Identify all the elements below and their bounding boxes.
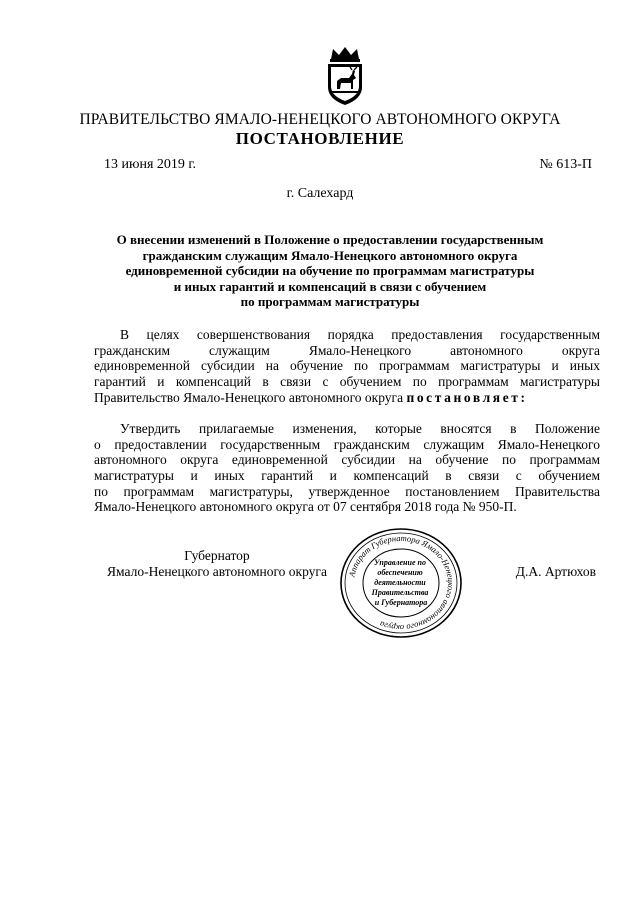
paragraph-line: В целях совершенствования порядка предоставления государственным [120,327,600,342]
preamble-paragraph [94,327,600,405]
document-number: № 613-П [539,157,592,172]
government-title: ПРАВИТЕЛЬСТВО ЯМАЛО-НЕНЕЦКОГО АВТОНОМНОГО ОКРУГА [79,111,561,128]
signatory-title [94,548,340,580]
decree-word: постановляет: [406,389,528,405]
document-date: 13 июня 2019 г. [104,157,197,172]
stamp-center-line: деятельности [374,578,426,587]
subject-line: единовременной субсидии на обучение по программам магистратуры [125,263,535,279]
signatory-name: Д.А. Артюхов [515,564,596,579]
paragraph-line: о предоставлении государственным гражданским служащим Ямало-Ненецкого [94,436,600,452]
document-type: ПОСТАНОВЛЕНИЕ [235,129,405,148]
stamp-ring-text: Аппарат Губернатора Ямало-Ненецкого автономного округа [346,532,457,634]
paragraph-line: автономного округа единовременной субсидии на обучение по программам [94,452,600,468]
svg-text:Управление по обеспечени [371,558,431,607]
stamp-center-line: обеспечению [377,568,423,577]
paragraph-line: гражданским служащим Ямало-Ненецкого автономного округа [94,342,600,358]
subject-line: гражданским служащим Ямало-Ненецкого автономного округа [142,247,518,263]
subject-line: О внесении изменений в Положение о предоставлении государственным [116,232,544,247]
stamp-center-line: Управление по [374,558,426,567]
official-seal-stamp [338,527,464,639]
decision-paragraph [94,421,600,515]
stamp-center-line: и Губернатора [374,598,428,607]
paragraph-line: Ямало-Ненецкого автономного округа от 07 сентября 2018 года № 950-П. [94,499,517,515]
signatory-title-line: Губернатор [184,548,250,563]
paragraph-line: Утвердить прилагаемые изменения, которые вносятся в Положение [120,421,600,436]
paragraph-line: единовременной субсидии на обучение по программам магистратуры и иных [94,358,600,374]
document-city: г. Салехард [286,186,354,201]
subject-line: по программам магистратуры [240,294,420,310]
paragraph-line: по программам магистратуры, утвержденное постановлением Правительства [94,483,600,499]
stamp-center-line: Правительства [371,588,429,597]
signatory-title-line: Ямало-Ненецкого автономного округа [107,564,327,579]
coat-of-arms-icon [322,45,368,107]
subject-line: и иных гарантий и компенсаций в связи с обучением [173,278,487,294]
paragraph-line-text: Правительство Ямало-Ненецкого автономного округа [94,389,404,405]
paragraph-line: магистратуры и иных гарантий и компенсаций в связи с обучением [94,468,600,484]
document-subject [90,232,570,310]
paragraph-line: гарантий и компенсаций в связи с обучением по программам магистратуры [94,374,600,390]
paragraph-line [94,390,600,406]
